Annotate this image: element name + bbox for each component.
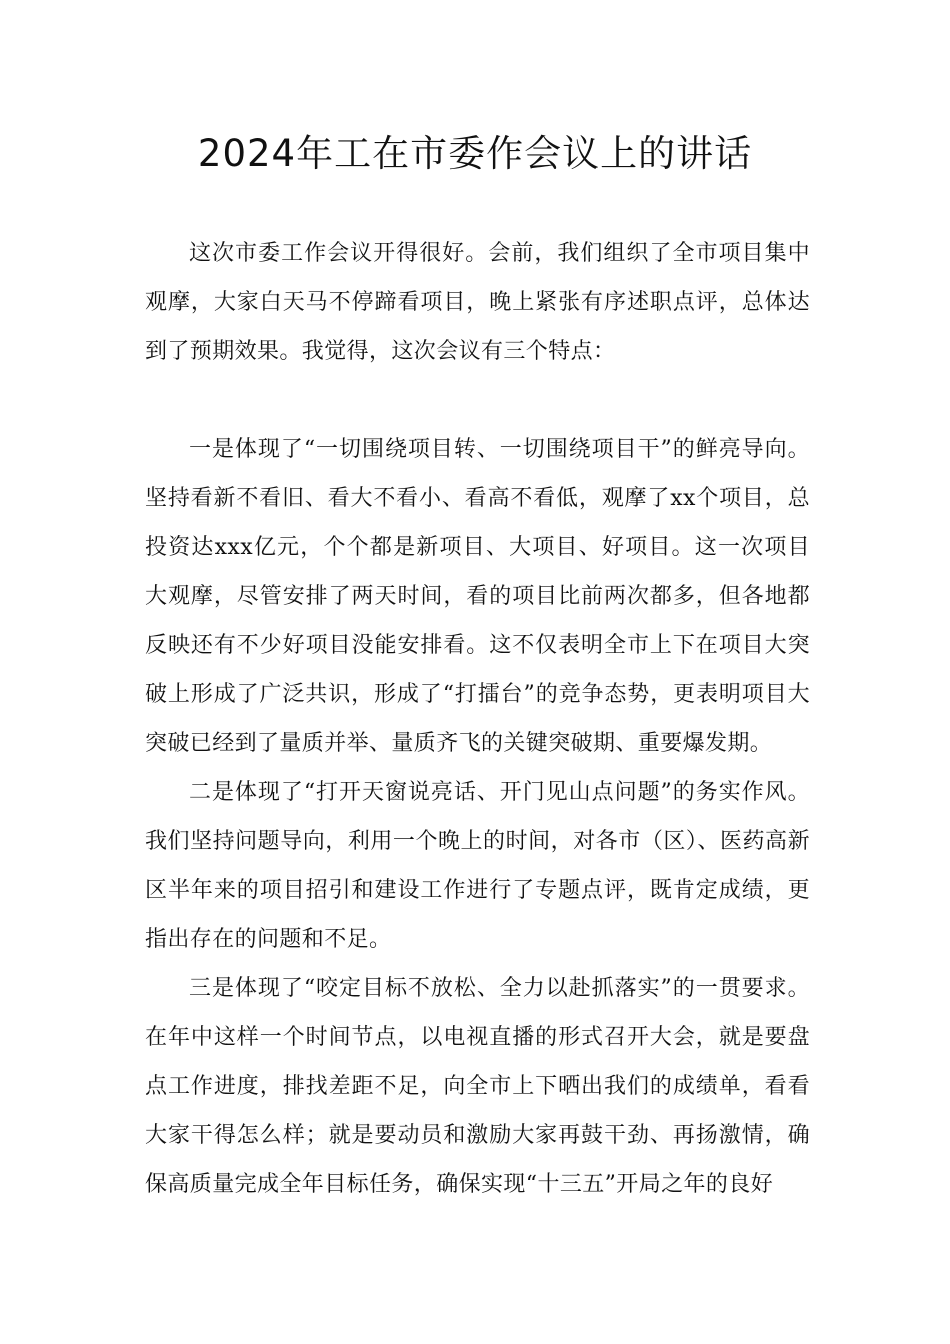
paragraph-2: 二是体现了“打开天窗说亮话、开门见山点问题”的务实作风。我们坚持问题导向，利用一个晚上的时间，对各市（区）、医药高新区半年来的项目招引和建设工作进行了专题点评，既肯定成绩，更指出存在的问题和不足。	[145, 780, 810, 952]
body-section	[145, 425, 810, 1209]
intro-paragraph: 这次市委工作会议开得很好。会前，我们组织了全市项目集中观摩，大家白天马不停蹄看项目，晚上紧张有序述职点评，总体达到了预期效果。我觉得，这次会议有三个特点：	[145, 241, 810, 364]
intro-section	[145, 229, 810, 376]
document-title: 2024年工在市委作会议上的讲话	[197, 132, 753, 175]
paragraph-1: 一是体现了“一切围绕项目转、一切围绕项目干”的鲜亮导向。坚持看新不看旧、看大不看小、看高不看低，观摩了xx个项目，总投资达xxx亿元，个个都是新项目、大项目、好项目。这一次项目大观摩，尽管安排了两天时间，看的项目比前两次都多，但各地都反映还有不少好项目没能安排看。这不仅表明全市上下在项目大突破上形成了广泛共识，形成了“打擂台”的竞争态势，更表明项目大突破已经到了量质并举、量质齐飞的关键突破期、重要爆发期。	[145, 437, 810, 756]
paragraph-3: 三是体现了“咬定目标不放松、全力以赴抓落实”的一贯要求。在年中这样一个时间节点，以电视直播的形式召开大会，就是要盘点工作进度，排找差距不足，向全市上下晒出我们的成绩单，看看大家干得怎么样；就是要动员和激励大家再鼓干劲、再扬激情，确保高质量完成全年目标任务，确保实现“十三五”开局之年的良好	[145, 976, 810, 1197]
